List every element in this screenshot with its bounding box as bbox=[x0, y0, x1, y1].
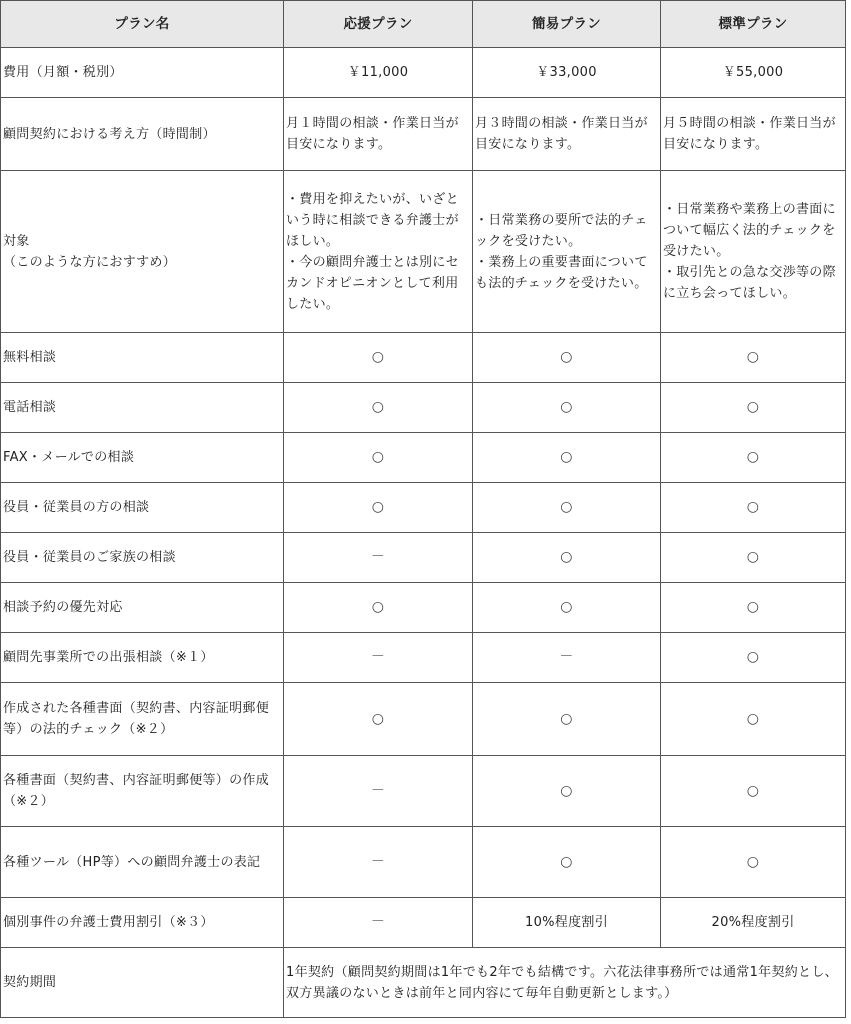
cell-simple: ○ bbox=[473, 683, 661, 756]
row-label: 役員・従業員の方の相談 bbox=[1, 483, 284, 533]
row-label: 顧問先事業所での出張相談（※１） bbox=[1, 633, 284, 683]
cell-standard: ○ bbox=[661, 483, 846, 533]
cell-standard: ○ bbox=[661, 756, 846, 827]
cell-standard: ○ bbox=[661, 583, 846, 633]
cell-standard: ○ bbox=[661, 433, 846, 483]
table-row bbox=[1, 483, 846, 533]
row-label: 各種書面（契約書、内容証明郵便等）の作成（※２） bbox=[1, 756, 284, 827]
cell-support: ○ bbox=[284, 583, 473, 633]
cell-standard: ￥55,000 bbox=[661, 48, 846, 98]
cell-simple: － bbox=[473, 633, 661, 683]
table-row bbox=[1, 171, 846, 333]
cell-support: － bbox=[284, 756, 473, 827]
cell-support: － bbox=[284, 827, 473, 898]
cell-support: － bbox=[284, 898, 473, 948]
cell-standard: ○ bbox=[661, 827, 846, 898]
table-row bbox=[1, 583, 846, 633]
contract-period-row bbox=[1, 948, 846, 1018]
table-row bbox=[1, 333, 846, 383]
cell-standard: ・日常業務や業務上の書面について幅広く法的チェックを受けたい。 ・取引先との急な交渉等の際に立ち会ってほしい。 bbox=[661, 171, 846, 333]
table-row bbox=[1, 48, 846, 98]
cell-simple: ・日常業務の要所で法的チェックを受けたい。 ・業務上の重要書面についても法的チェックを受けたい。 bbox=[473, 171, 661, 333]
row-label: 相談予約の優先対応 bbox=[1, 583, 284, 633]
cell-support: ○ bbox=[284, 383, 473, 433]
table-row bbox=[1, 683, 846, 756]
table-row bbox=[1, 383, 846, 433]
table-row bbox=[1, 827, 846, 898]
cell-support: ￥11,000 bbox=[284, 48, 473, 98]
cell-support: ・費用を抑えたいが、いざという時に相談できる弁護士がほしい。 ・今の顧問弁護士とは別にセカンドオピニオンとして利用したい。 bbox=[284, 171, 473, 333]
cell-simple: ○ bbox=[473, 533, 661, 583]
row-label: 各種ツール（HP等）への顧問弁護士の表記 bbox=[1, 827, 284, 898]
contract-period-text: 1年契約（顧問契約期間は1年でも2年でも結構です。六花法律事務所では通常1年契約とし、双方異議のないときは前年と同内容にて毎年自動更新とします。） bbox=[284, 948, 846, 1018]
cell-standard: 月５時間の相談・作業日当が目安になります。 bbox=[661, 98, 846, 171]
row-label: 無料相談 bbox=[1, 333, 284, 383]
cell-support: 月１時間の相談・作業日当が目安になります。 bbox=[284, 98, 473, 171]
cell-simple: ○ bbox=[473, 756, 661, 827]
cell-support: ○ bbox=[284, 683, 473, 756]
header-simple-plan: 簡易プラン bbox=[473, 1, 661, 48]
table-row bbox=[1, 633, 846, 683]
row-label: 顧問契約における考え方（時間制） bbox=[1, 98, 284, 171]
row-label: FAX・メールでの相談 bbox=[1, 433, 284, 483]
cell-simple: ○ bbox=[473, 583, 661, 633]
row-label: 個別事件の弁護士費用割引（※３） bbox=[1, 898, 284, 948]
cell-standard: ○ bbox=[661, 683, 846, 756]
row-label: 役員・従業員のご家族の相談 bbox=[1, 533, 284, 583]
cell-simple: ○ bbox=[473, 333, 661, 383]
table-row bbox=[1, 533, 846, 583]
cell-simple: 月３時間の相談・作業日当が目安になります。 bbox=[473, 98, 661, 171]
header-standard-plan: 標準プラン bbox=[661, 1, 846, 48]
table-row bbox=[1, 898, 846, 948]
cell-support: ○ bbox=[284, 433, 473, 483]
cell-simple: ○ bbox=[473, 483, 661, 533]
cell-simple: ○ bbox=[473, 433, 661, 483]
cell-simple: ○ bbox=[473, 383, 661, 433]
cell-standard: 20%程度割引 bbox=[661, 898, 846, 948]
cell-standard: ○ bbox=[661, 633, 846, 683]
table-row bbox=[1, 756, 846, 827]
cell-simple: ￥33,000 bbox=[473, 48, 661, 98]
cell-standard: ○ bbox=[661, 533, 846, 583]
contract-period-label: 契約期間 bbox=[1, 948, 284, 1018]
cell-support: － bbox=[284, 533, 473, 583]
cell-support: ○ bbox=[284, 483, 473, 533]
header-plan-name: プラン名 bbox=[1, 1, 284, 48]
row-label: 対象 （このような方におすすめ） bbox=[1, 171, 284, 333]
header-support-plan: 応援プラン bbox=[284, 1, 473, 48]
row-label: 費用（月額・税別） bbox=[1, 48, 284, 98]
row-label: 電話相談 bbox=[1, 383, 284, 433]
table-header-row bbox=[1, 1, 846, 48]
cell-simple: 10%程度割引 bbox=[473, 898, 661, 948]
cell-standard: ○ bbox=[661, 333, 846, 383]
table-row bbox=[1, 98, 846, 171]
cell-simple: ○ bbox=[473, 827, 661, 898]
cell-support: ○ bbox=[284, 333, 473, 383]
row-label: 作成された各種書面（契約書、内容証明郵便等）の法的チェック（※２） bbox=[1, 683, 284, 756]
table-row bbox=[1, 433, 846, 483]
cell-support: － bbox=[284, 633, 473, 683]
cell-standard: ○ bbox=[661, 383, 846, 433]
